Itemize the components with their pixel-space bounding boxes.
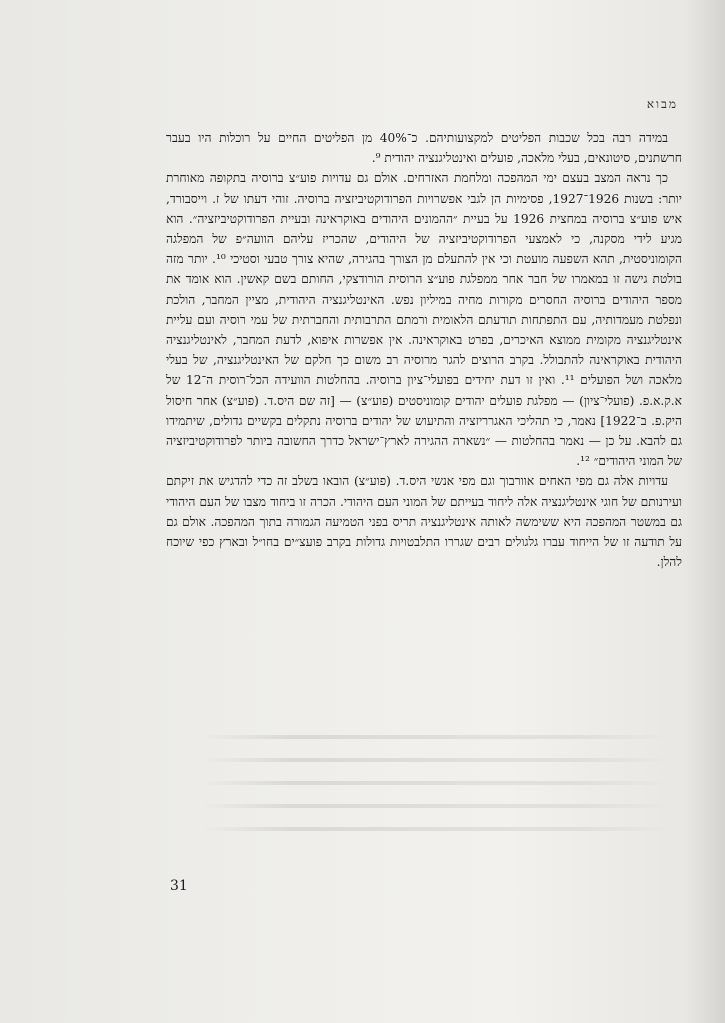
bleed-through-line [200, 781, 670, 785]
body-text [166, 128, 682, 572]
bleed-through-line [200, 804, 670, 808]
bleed-through-line [200, 827, 670, 831]
page-edge-shadow [687, 0, 725, 1023]
bleed-through-line [200, 735, 670, 739]
paragraph: במידה רבה בכל שכבות הפליטים למקצועותיהם. כ־40% מן הפליטים החיים על רוכלות היו בעבר חרשתנים, סיטונאים, בעלי מלאכה, פועלים ואינטליגנציה יהודית ⁹. [166, 131, 682, 166]
running-header: מבוא [646, 97, 678, 111]
paragraph: כך נראה המצב בעצם ימי המהפכה ומלחמת האזרחים. אולם גם עדויות פוע״צ ברוסיה בתקופה מאוחרת יותר: בשנות 1926־1927, פסימיות הן לגבי אפשרויות הפרודוקטיביזציה ברוסיה. זוהי דעתו של ז. וייסבורד, איש פוע״צ ברוסיה במחצית 1926 על בעיית ״ההמונים היהודים באוקראינה ובעיית הפרודוקטיביזציה״. הוא מגיע לידי מסקנה, כי לאמצעי הפרודוקטיביזציה של היהודים, שהכריז עליהם הוועה״פ של המפלגה הקומוניסטית, תהא השפעה מועטת וכי אין להתעלם מן הצורך בהגירה, שהיא צורך טבעי וסטיכי ¹⁰. יותר מזה בולטת גישה זו במאמרו של חבר אחר ממפלגת פוע״צ הרוסית הורודצקי, החותם בשם קאשין. הוא אומד את מספר היהודים ברוסיה החסרים מקורות מחיה במיליון נפש. האינטליגנציה היהודית, מציין המחבר, הולכת ונפלטת מעמדותיה, עם התפתחות תודעתם הלאומית ורמתם התרבותית והחברתית של עמי רוסיה ועם עליית אינטליגנציה מקומית ממוצא האיכרים, בפרט באוקראינה. אין אפשרות איפוא, לדעת המחבר, לאינטליגנציה היהודית באוקראינה להתבולל. בקרב הרוצים להגר מרוסיה רב משום כך חלקם של האינטליגנציה, של בעלי מלאכה ושל הפועלים ¹¹. ואין זו דעת יחידים בפועלי־ציון ברוסיה. בהחלטות הוועידה הכל־רוסית ה־12 של א.ק.א.פ. (פועלי־ציון) — מפלגת פועלים יהודים קומוניסטים (פוע״צ) — [זה שם היס.ד. (פוע״צ) אחר חיסול היק.פ. ב־1922] נאמר, כי תהליכי האגרריזציה והתיעוש של יהודים ברוסיה נתקלים בקשיים גדולים, שיתמידו גם להבא. על כן — נאמר בהחלטות — ״נשארה ההגירה לארץ־ישראל כדרך החשובה ביותר לפרודוקטיביזציה של המוני היהודים״ ¹². [166, 171, 682, 469]
paragraph: עדויות אלה גם מפי האחים אוורבוך וגם מפי אנשי היס.ד. (פוע״צ) הובאו בשלב זה כדי להדגיש את זיקתם ועירנותם של חוגי אינטליגנציה אלה ליחוד בעייתם של המוני העם היהודי. הכרה זו ביחוד מצבו של העם היהודי גם במשטר המהפכה היא ששימשה לאותה אינטליגנציה תריס בפני הטמיעה הגמורה בתוך המהפכה. אולם גם על תודעה זו של הייחוד עברו גלגולים רבים שגררו התלבטויות גדולות בקרב פועצ״ים בחו״ל ובארץ כפי שיוכח להלן. [166, 474, 682, 570]
page-number: 31 [170, 878, 188, 894]
bleed-through-line [200, 758, 670, 762]
